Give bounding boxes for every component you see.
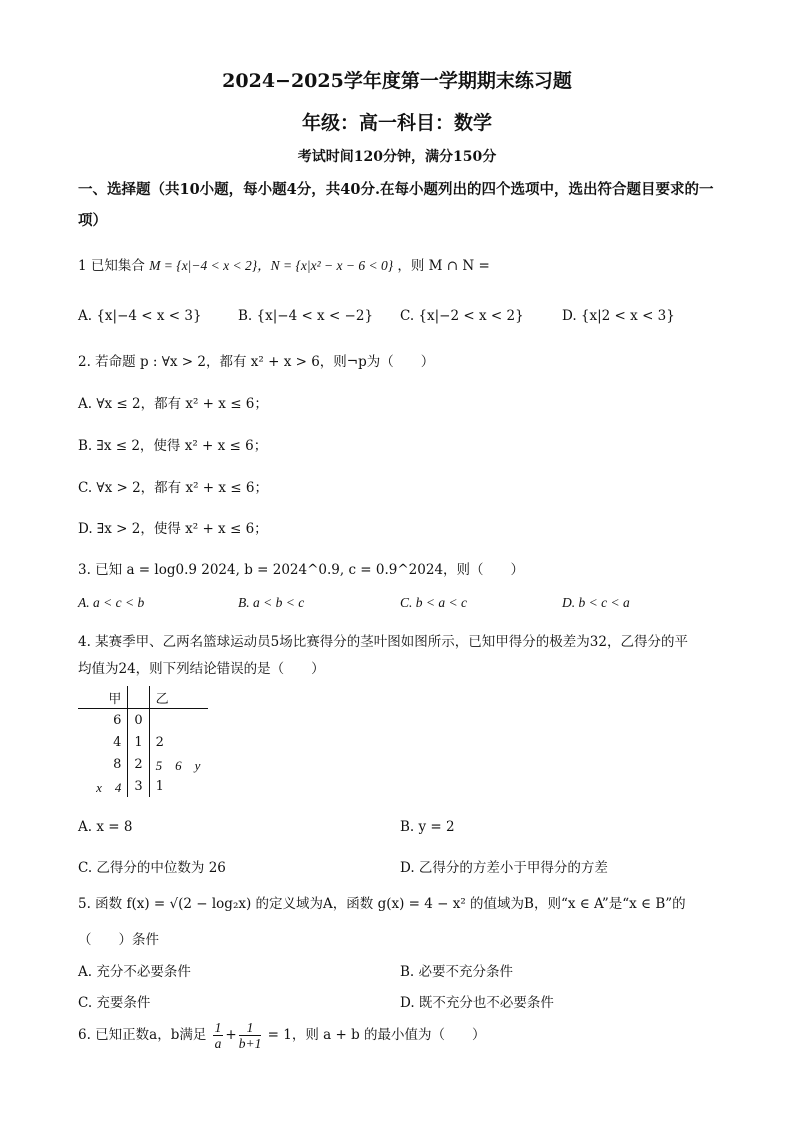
question-1 (78, 254, 490, 274)
q5-option-a: A. 充分不必要条件 (78, 964, 191, 980)
stem-leaf-table (78, 686, 208, 797)
q5-option-b: B. 必要不充分条件 (400, 964, 514, 980)
q6-frac1-denominator: a (214, 1036, 222, 1051)
stemleaf-right (149, 709, 208, 732)
q3-option-d: D. b < c < a (562, 595, 630, 610)
stemleaf-left: 6 (113, 712, 122, 728)
q2-option-d: D. ∃x > 2，使得 x² + x ≤ 6； (78, 521, 268, 537)
q3-option-c: C. b < a < c (400, 595, 467, 610)
q6-fraction-2 (239, 1020, 262, 1051)
q1-prefix: 1 已知集合 (78, 258, 145, 274)
q1-suffix: ，则 M ∩ N = (397, 258, 490, 274)
section-heading: 一、选择题（共10小题，每小题4分，共40分.在每小题列出的四个选项中，选出符合题目要求的一项） (78, 181, 714, 229)
q3-option-a: A. a < c < b (78, 595, 145, 610)
q1-option-b: B. {x|−4 < x < −2} (238, 308, 374, 324)
stemleaf-left: 8 (113, 756, 122, 772)
q1-option-d: D. {x|2 < x < 3} (562, 308, 675, 324)
question-5-line-1: 5. 函数 f(x) = √(2 − log₂x) 的定义域为A，函数 g(x) = 4 − x² 的值域为B，则“x ∈ A”是“x ∈ B”的 (78, 896, 686, 912)
question-2: 2. 若命题 p : ∀x > 2，都有 x² + x > 6，则¬p为（ ） (78, 354, 435, 370)
question-5-line-2: （ ）条件 (78, 932, 159, 948)
q6-suffix: = 1，则 a + b 的最小值为（ ） (267, 1027, 486, 1043)
stemleaf-left: 4 (113, 734, 122, 750)
stem-leaf-plot (78, 686, 208, 798)
stemleaf-head-left: 甲 (78, 686, 128, 709)
question-4-line-1: 4. 某赛季甲、乙两名篮球运动员5场比赛得分的茎叶图如图所示，已知甲得分的极差为32，乙得分的平 (78, 634, 688, 650)
question-3: 3. 已知 a = log0.9 2024, b = 2024^0.9, c = 0.9^2024，则（ ） (78, 562, 525, 578)
q4-option-c: C. 乙得分的中位数为 26 (78, 860, 226, 876)
q6-frac2-denominator: b+1 (238, 1036, 262, 1051)
stemleaf-stem: 1 (128, 731, 149, 753)
q6-prefix: 6. 已知正数a，b满足 (78, 1027, 207, 1043)
q4-option-d: D. 乙得分的方差小于甲得分的方差 (400, 860, 608, 876)
q6-fraction-1 (213, 1020, 224, 1051)
stemleaf-right: 1 (155, 778, 164, 794)
q5-option-c: C. 充要条件 (78, 995, 151, 1011)
q6-frac1-numerator: 1 (214, 1020, 222, 1035)
q4-option-a: A. x = 8 (78, 819, 133, 835)
stemleaf-head-right: 乙 (149, 686, 208, 709)
question-6: 6. 已知正数a，b满足 $\frac{1}{a}$ + $\frac{1}{b+1}$ = 1，则 a + b 的最小值为（ ） (78, 1020, 486, 1051)
exam-subtitle: 年级：高一科目：数学 (301, 112, 492, 134)
q2-option-b: B. ∃x ≤ 2，使得 x² + x ≤ 6； (78, 438, 268, 454)
stemleaf-right: 2 (155, 734, 164, 750)
stemleaf-left: x 4 (96, 779, 122, 795)
stemleaf-right: 5 6 y (155, 757, 201, 773)
q1-math: M = {x|−4 < x < 2}，N = {x|x² − x − 6 < 0} (149, 258, 394, 273)
q2-option-a: A. ∀x ≤ 2，都有 x² + x ≤ 6； (78, 396, 268, 412)
exam-title: 2024−2025学年度第一学期期末练习题 (222, 70, 572, 92)
stemleaf-stem: 0 (128, 709, 149, 732)
q2-option-c: C. ∀x > 2，都有 x² + x ≤ 6； (78, 480, 268, 496)
stemleaf-stem: 3 (128, 775, 149, 797)
q1-option-a: A. {x|−4 < x < 3} (78, 308, 202, 324)
q3-option-b: B. a < b < c (238, 595, 305, 610)
stemleaf-head-stem (128, 686, 149, 709)
q1-option-c: C. {x|−2 < x < 2} (400, 308, 524, 324)
question-4-line-2: 均值为24，则下列结论错误的是（ ） (78, 661, 325, 677)
q5-option-d: D. 既不充分也不必要条件 (400, 995, 554, 1011)
q6-frac2-numerator: 1 (239, 1020, 262, 1036)
stemleaf-stem: 2 (128, 753, 149, 775)
exam-time-info: 考试时间120分钟，满分150分 (297, 149, 497, 165)
q4-option-b: B. y = 2 (400, 819, 455, 835)
